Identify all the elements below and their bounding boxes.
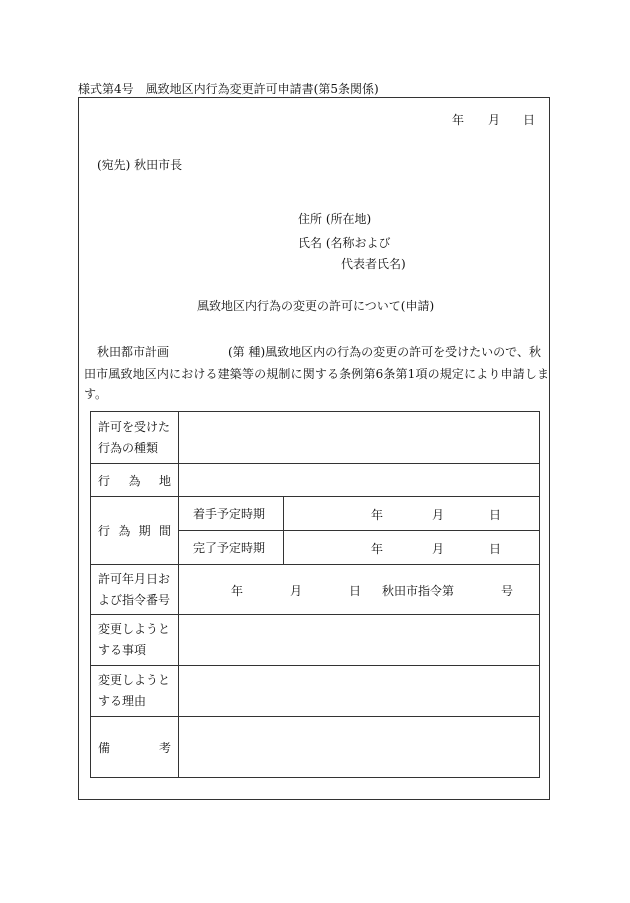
change-reason-label (91, 666, 179, 717)
permit-day: 日 (349, 584, 362, 598)
action-period-char: 為 (118, 524, 131, 538)
start-day: 日 (489, 508, 502, 522)
row-action-type (91, 412, 540, 464)
body-line3: す。 (84, 387, 108, 401)
end-year: 年 (371, 542, 384, 556)
action-place-value[interactable] (179, 464, 540, 497)
end-date-value[interactable] (284, 531, 540, 565)
action-type-label-a: 許可を受けた (98, 419, 171, 434)
form-number: 様式第4号 (78, 82, 134, 96)
name-label-cont: 代表者氏名) (341, 257, 406, 271)
row-permit (91, 565, 540, 615)
permit-directive: 秋田市指令第 (382, 584, 455, 598)
permit-label-b: よび指令番号 (98, 592, 171, 607)
name-label: 氏名 (名称および (298, 236, 391, 250)
action-type-label (91, 412, 179, 464)
permit-label (91, 565, 179, 615)
permit-value[interactable] (179, 565, 540, 615)
subject: 風致地区内行為の変更の許可について(申請) (197, 299, 435, 313)
body-part2: (第 種)風致地区内の行為の変更の許可を受けたいので、秋 (228, 345, 541, 359)
end-label: 完了予定時期 (179, 531, 284, 565)
row-period-start (91, 497, 540, 531)
action-period-char: 期 (138, 524, 151, 538)
action-type-value[interactable] (179, 412, 540, 464)
end-month: 月 (432, 542, 445, 556)
change-items-label-a: 変更しようと (98, 622, 171, 636)
body-part1: 秋田都市計画 (97, 345, 170, 359)
change-reason-label-b: する理由 (98, 694, 147, 708)
action-place-char: 為 (128, 473, 141, 488)
form-title: 風致地区内行為変更許可申請書(第5条関係) (145, 82, 379, 96)
form-header (78, 80, 379, 97)
permit-label-a: 許可年月日お (98, 571, 171, 586)
remarks-char: 備 (98, 740, 111, 755)
remarks-value[interactable] (179, 717, 540, 778)
change-items-label-b: する事項 (98, 643, 147, 657)
date-year: 年 (452, 113, 465, 127)
start-month: 月 (432, 508, 445, 522)
change-items-value[interactable] (179, 615, 540, 666)
permit-month: 月 (290, 584, 303, 598)
address-label: 住所 (所在地) (298, 212, 372, 226)
action-period-char: 間 (158, 524, 171, 538)
change-reason-value[interactable] (179, 666, 540, 717)
application-table (90, 411, 540, 778)
start-year: 年 (371, 508, 384, 522)
body-line2: 田市風致地区内における建築等の規制に関する条例第6条第1項の規定により申請しま (84, 367, 550, 381)
action-place-char: 行 (98, 473, 111, 488)
addressee: (宛先) 秋田市長 (97, 158, 183, 172)
action-period-label (91, 497, 179, 565)
row-change-items (91, 615, 540, 666)
start-date-value[interactable] (284, 497, 540, 531)
date-day: 日 (523, 113, 536, 127)
action-type-label-b: 行為の種類 (98, 440, 159, 455)
remarks-label (91, 717, 179, 778)
remarks-char: 考 (158, 740, 171, 755)
row-change-reason (91, 666, 540, 717)
action-period-char: 行 (98, 524, 111, 538)
date-month: 月 (488, 113, 501, 127)
start-label: 着手予定時期 (179, 497, 284, 531)
permit-number: 号 (501, 584, 514, 598)
permit-year: 年 (231, 584, 244, 598)
end-day: 日 (489, 542, 502, 556)
action-place-label (91, 464, 179, 497)
row-remarks (91, 717, 540, 778)
change-items-label (91, 615, 179, 666)
action-place-char: 地 (158, 473, 171, 488)
change-reason-label-a: 変更しようと (98, 673, 171, 687)
row-action-place (91, 464, 540, 497)
